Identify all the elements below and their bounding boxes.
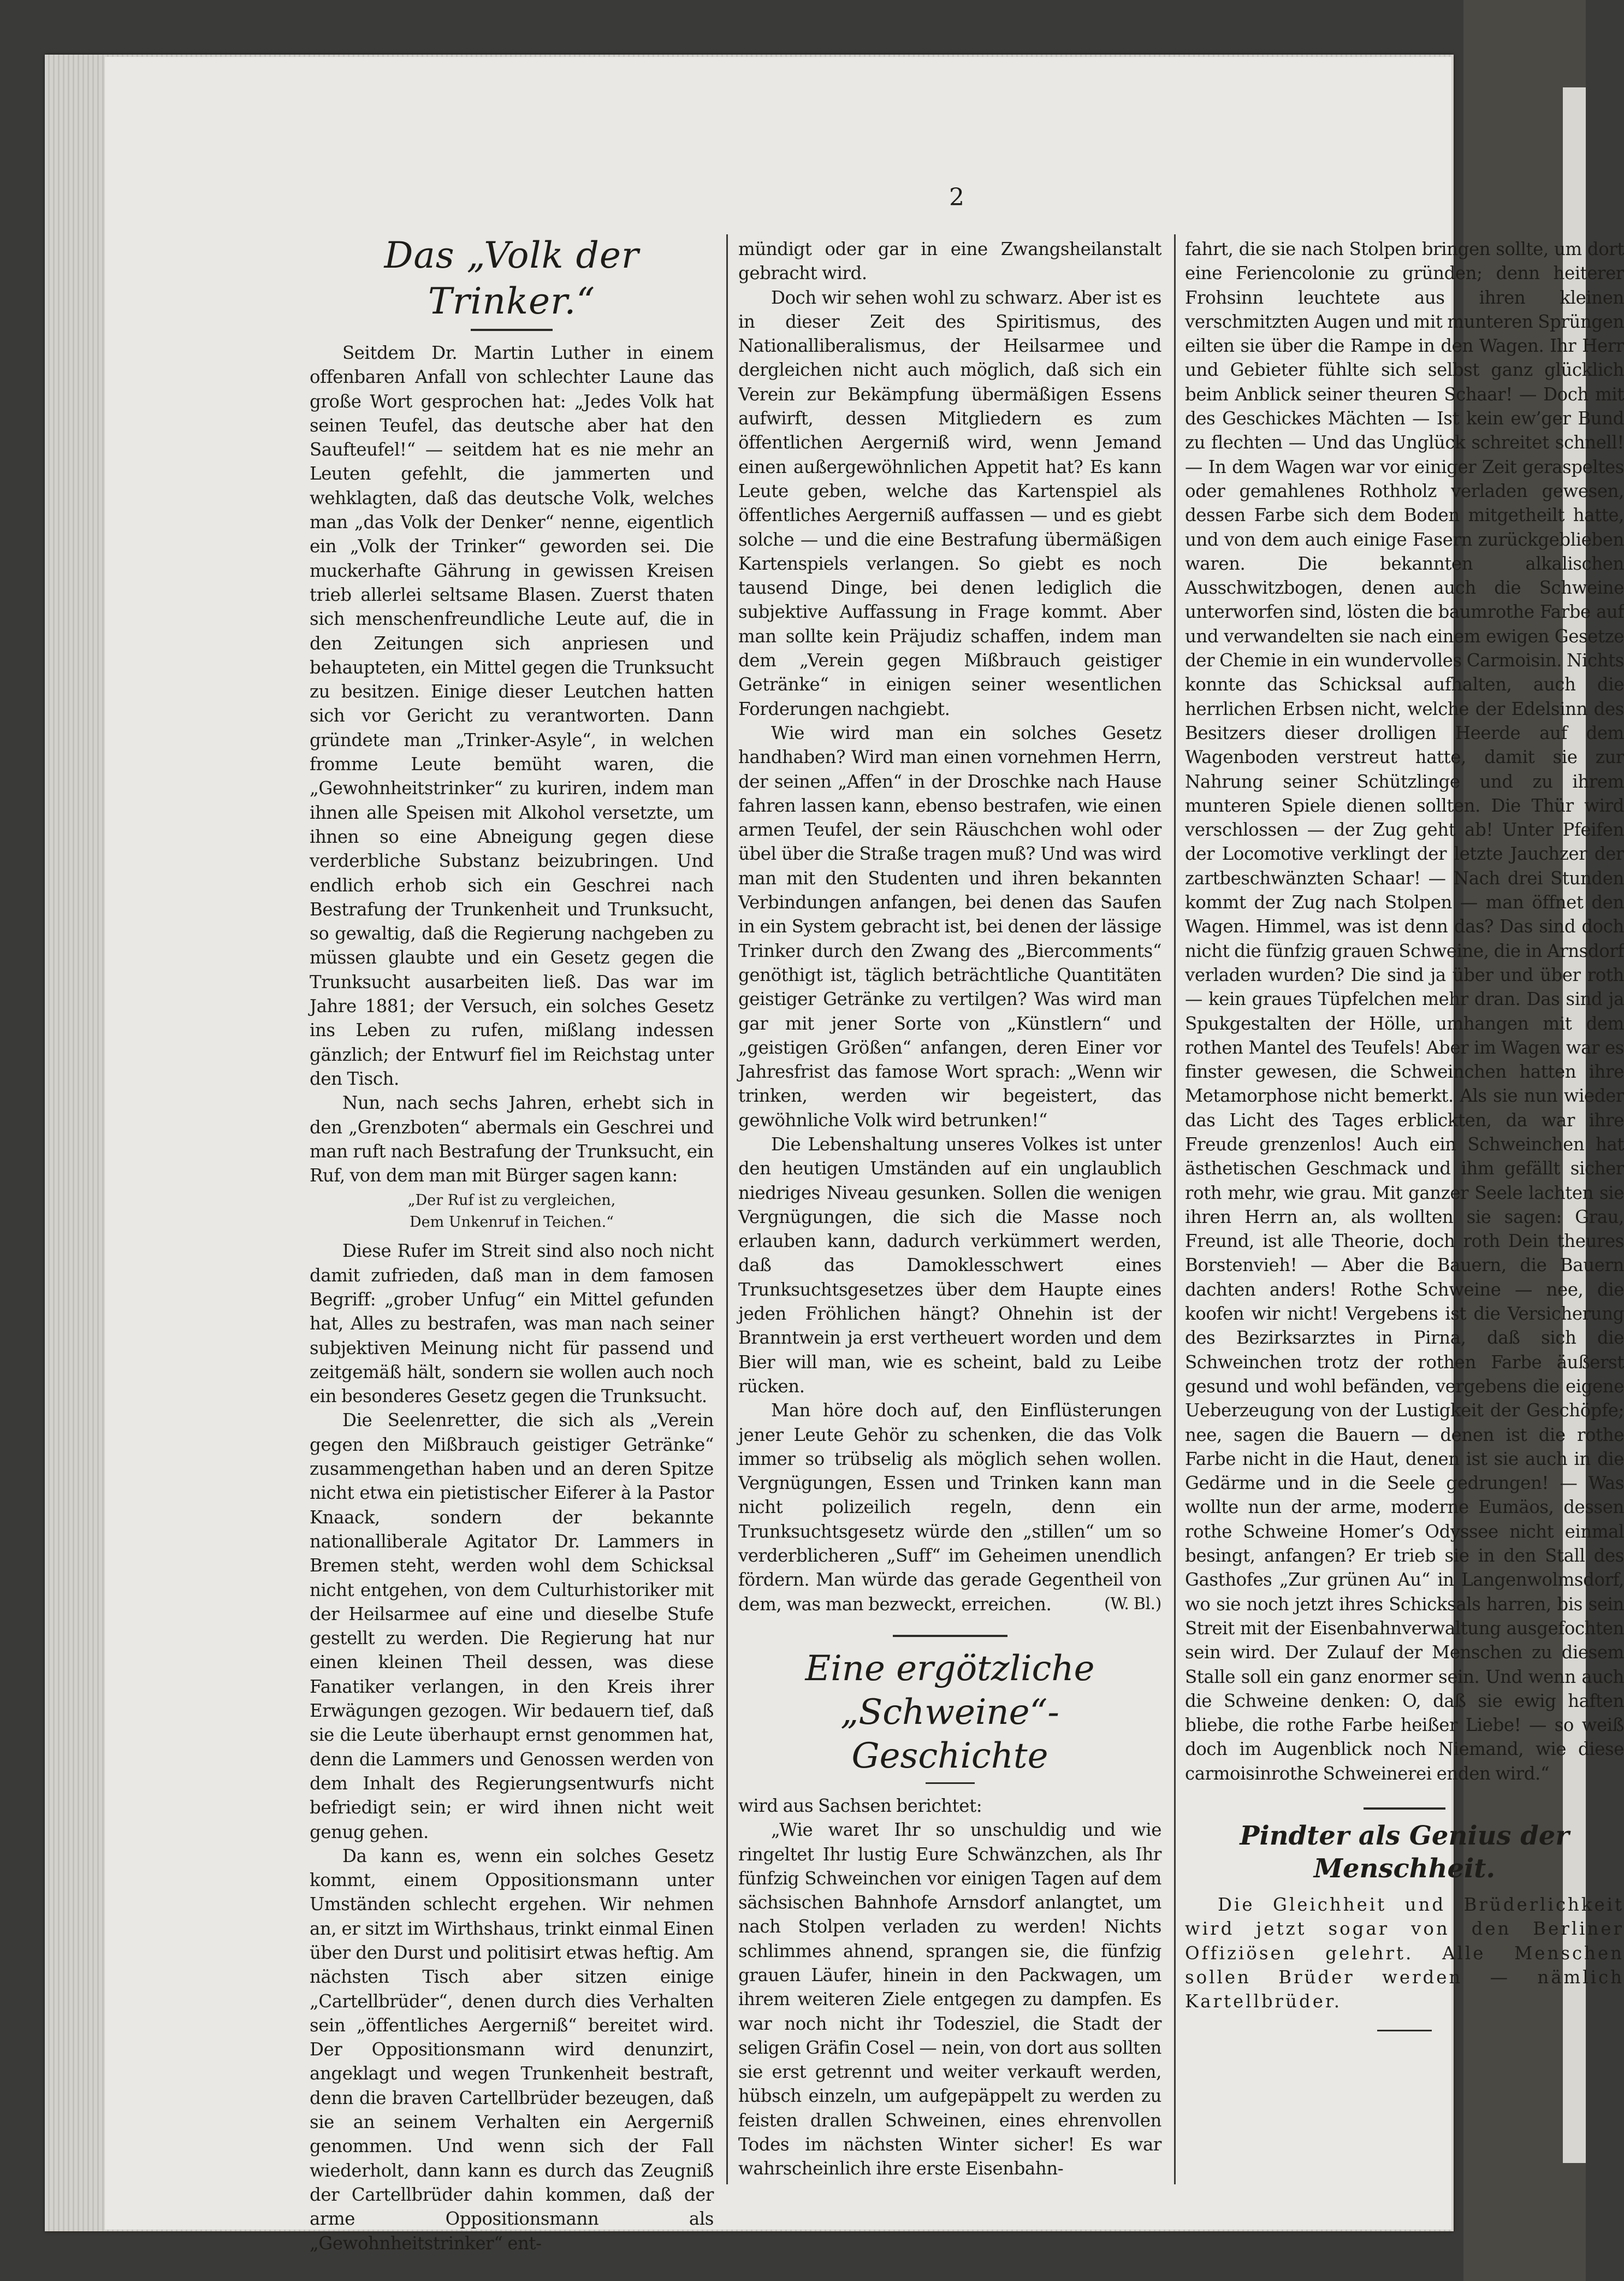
verse-line: Dem Unkenruf in Teichen.“ <box>410 1214 614 1231</box>
title-rule <box>926 1782 975 1784</box>
paragraph: Seitdem Dr. Martin Luther in einem offenbaren Anfall von schlechter Laune das große Wort gesprochen hat: „Jedes Volk hat seinen Teufel, das deutsche aber hat den Saufteufel!“ — seitdem hat es nie mehr an Leuten gefehlt, die jammerten und wehklagten, daß das deutsche Volk, welches man „das Volk der Denker“ nenne, eigentlich ein „Volk der Trinker“ geworden sei. Die muckerhafte Gährung in gewissen Kreisen trieb allerlei seltsame Blasen. Zuerst thaten sich menschenfreundliche Leute auf, die in den Zeitungen sich anpriesen und behaupteten, ein Mittel gegen die Trunksucht zu besitzen. Einige dieser Leutchen hatten sich vor Gericht zu verantworten. Dann gründete man „Trinker-Asyle“, in welchen fromme Leute bemüht waren, die „Gewohnheitstrinker“ zu kuriren, indem man ihnen alle Speisen mit Alkohol versetzte, um ihnen so eine Abneigung gegen diese verderbliche Substanz beizubringen. Und endlich erhob sich ein Geschrei nach Bestrafung der Trunkenheit und Trunksucht, so gewaltig, daß die Regierung nachgeben zu müssen glaubte und ein Gesetz gegen die Trunksucht ausarbeiten ließ. Das war im Jahre 1881; der Versuch, ein solches Gesetz ins Leben zu rufen, mißlang indessen gänzlich; der Entwurf fiel im Reichstag unter den Tisch. <box>310 342 714 1089</box>
verse-quote <box>310 1190 714 1233</box>
article-title: Pindter als Genius der Menschheit. <box>1240 1821 1569 1884</box>
paragraph: Die Gleichheit und Brüderlichkeit wird jetzt sogar von den Berliner Offiziösen gelehrt. Alle Menschen sollen Brüder werden — nämlich Kartellbrüder. <box>1185 1894 1624 2012</box>
paragraph: mündigt oder gar in eine Zwangsheilanstalt gebracht wird. <box>738 239 1161 284</box>
author-signature: (W. Bl.) <box>1104 1594 1161 1614</box>
paragraph: wird aus Sachsen berichtet: <box>738 1795 982 1816</box>
paragraph: Die Lebenshaltung unseres Volkes ist unter den heutigen Umständen auf ein unglaublich niedriges Niveau gesunken. Sollen die wenigen Vergnügungen, die sich die Masse noch erlauben kann, dadurch verkümmert werden, daß das Damoklesschwert eines Trunksuchtsgesetzes über dem Haupte eines jeden Fröhlichen hängt? Ohnehin ist der Branntwein ja erst vertheuert worden und dem Bier will man, wie es scheint, bald zu Leibe rücken. <box>738 1133 1161 1397</box>
paragraph: „Wie waret Ihr so unschuldig und wie ringeltet Ihr lustig Eure Schwänzchen, als Ihr fünfzig Schweinchen vor einigen Tagen auf dem sächsischen Bahnhofe Arnsdorf anlangtet, um nach Stolpen verladen zu werden! Nichts schlimmes ahnend, sprangen sie, die fünfzig grauen Läufer, hinein in den Packwagen, um ihrem weiteren Ziele entgegen zu dampfen. Es war noch nicht ihr Todesziel, die Stadt der seligen Gräfin Cosel — nein, von dort aus sollten sie erst getrennt und weiter verkauft werden, hübsch einzeln, um aufgepäppelt zu werden zu feisten drallen Schweinen, eines ehrenvollen Todes im nächsten Winter sicher! Es war wahrscheinlich ihre erste Eisenbahn- <box>738 1819 1161 2179</box>
section-rule <box>1364 1807 1445 1810</box>
column-2 <box>738 237 1161 2225</box>
paragraph: Wie wird man ein solches Gesetz handhaben? Wird man einen vornehmen Herrn, der seinen „Affen“ in der Droschke nach Hause fahren lassen kann, ebenso bestrafen, wie einen armen Teufel, der sein Räuschchen wohl oder übel über die Straße tragen muß? Und was wird man mit den Studenten und ihren bekannten Verbindungen anfangen, bei denen das Saufen in ein System gebracht ist, bei denen der lässige Trinker durch den Zwang des „Biercomments“ genöthigt ist, täglich beträchtliche Quantitäten geistiger Getränke zu vertilgen? Was wird man gar mit jener Sorte von „Künstlern“ und „geistigen Größen“ anfangen, deren Einer vor Jahresfrist das famose Wort sprach: „Wenn wir trinken, werden wir begeistert, das gewöhnliche Volk wird betrunken!“ <box>738 722 1161 1131</box>
column-1 <box>310 233 714 2254</box>
paragraph: Die Seelenretter, die sich als „Verein gegen den Mißbrauch geistiger Getränke“ zusammengethan haben und an deren Spitze nicht etwa ein pietistischer Eiferer à la Pastor Knaack, sondern der bekannte nationalliberale Agitator Dr. Lammers in Bremen steht, werden wohl dem Schicksal nicht entgehen, von dem Culturhistoriker mit der Heilsarmee auf eine und dieselbe Stufe gestellt zu werden. Die Regierung hat nur einen kleinen Theil dessen, was diese Fanatiker verlangen, in den Kreis ihrer Erwägungen gezogen. Wir bedauern tief, daß sie die Leute überhaupt ernst genommen hat, denn die Lammers und Genossen werden von dem Inhalt des Regierungsentwurfs nicht befriedigt sein; er wird ihnen nicht weit genug gehen. <box>310 1410 714 1842</box>
article-title: Das „Volk der Trinker.“ <box>384 234 639 322</box>
column-rule <box>1174 234 1176 2184</box>
section-rule <box>893 1635 1007 1637</box>
paragraph: Diese Rufer im Streit sind also noch nicht damit zufrieden, daß man in dem famosen Begriff: „grober Unfug“ ein Mittel gefunden hat, Alles zu bestrafen, was man nach seiner subjektiven Meinung nicht für passend und zeitgemäß hält, sondern sie wollen auch noch ein besonderes Gesetz gegen die Trunksucht. <box>310 1240 714 1407</box>
column-rule <box>726 234 728 2184</box>
page-number: 2 <box>949 184 964 211</box>
end-rule <box>1377 2030 1432 2031</box>
verse-line: „Der Ruf ist zu vergleichen, <box>407 1192 616 1209</box>
newspaper-page <box>105 57 1624 2254</box>
paragraph-text: Man höre doch auf, den Einflüsterungen jener Leute Gehör zu schenken, die das Volk immer so trübselig als möglich sehen wollen. Vergnügungen, Essen und Trinken kann man nicht polizeilich regeln, denn ein Trunksuchtsgesetz würde den „stillen“ um so verderblicheren „Suff“ im Geheimen unendlich fördern. Man würde das gerade Gegentheil von dem, was man bezweckt, erreichen. <box>738 1400 1161 1615</box>
title-rule <box>471 329 553 331</box>
paragraph: Da kann es, wenn ein solches Gesetz kommt, einem Oppositionsmann unter Umständen schlecht ergehen. Wir nehmen an, er sitzt im Wirthshaus, trinkt einmal Einen über den Durst und politisirt etwas heftig. Am nächsten Tisch aber sitzen einige „Cartellbrüder“, denen durch dies Verhalten sein „öffentliches Aergerniß“ bereitet wird. Der Oppositionsmann wird denunzirt, angeklagt und wegen Trunkenheit bestraft, denn die braven Cartellbrüder bezeugen, daß sie an seinem Verhalten ein Aergerniß genommen. Und wenn sich der Fall wiederholt, dann kann es durch das Zeugniß der Cartellbrüder dahin kommen, daß der arme Oppositionsmann als „Gewohnheitstrinker“ ent- <box>310 1845 714 2254</box>
title-line: Eine ergötzliche „Schweine“- <box>805 1648 1095 1733</box>
article-title <box>738 1647 1161 1778</box>
paragraph: Nun, nach sechs Jahren, erhebt sich in den „Grenzboten“ abermals ein Geschrei und man ruft nach Bestrafung der Trunksucht, ein Ruf, von dem man mit Bürger sagen kann: <box>310 1092 714 1186</box>
paragraph: Doch wir sehen wohl zu schwarz. Aber ist es in dieser Zeit des Spiritismus, des Nationalliberalismus, der Heilsarmee und dergleichen nicht auch möglich, daß sich ein Verein zur Bekämpfung übermäßigen Essens aufwirft, dessen Mitgliedern es zum öffentlichen Aergerniß wird, wenn Jemand einen außergewöhnlichen Appetit hat? Es kann Leute geben, welche das Kartenspiel als öffentliches Aergerniß auffassen — und es giebt solche — und die eine Bestrafung übermäßigen Kartenspiels verlangen. So giebt es noch tausend Dinge, bei denen lediglich die subjektive Auffassung in Frage kommt. Aber man sollte kein Präjudiz schaffen, indem man dem „Verein gegen Mißbrauch geistiger Getränke“ in einigen seiner wesentlichen Forderungen nachgiebt. <box>738 287 1161 719</box>
column-3 <box>1185 237 1624 2225</box>
paragraph: fahrt, die sie nach Stolpen bringen sollte, um dort eine Feriencolonie zu gründen; denn heiterer Frohsinn leuchtete aus ihren kleinen verschmitzten Augen und mit munteren Sprüngen eilten sie über die Rampe in den Wagen. Ihr Herr und Gebieter fühlte sich selbst ganz glücklich beim Anblick seiner theuren Schaar! — Doch mit des Geschickes Mächten — Ist kein ew’ger Bund zu flechten — Und das Unglück schreitet schnell! — In dem Wagen war vor einiger Zeit geraspeltes oder gemahlenes Rothholz verladen gewesen, dessen Farbe sich dem Boden mitgetheilt hatte, und von dem auch einige Fasern zurückgeblieben waren. Die bekannten alkalischen Ausschwitzbogen, denen auch die Schweine unterworfen sind, lösten die baumrothe Farbe auf und verwandelten sie nach einem ewigen Gesetze der Chemie in ein wundervolles Carmoisin. Nichts konnte das Schicksal aufhalten, auch die herrlichen Erbsen nicht, welche der Edelsinn des Besitzers dieser drolligen Heerde auf dem Wagenboden verstreut hatte, damit sie zur Nahrung seiner Schützlinge und zu ihrem munteren Spiele dienen sollten. Die Thür wird verschlossen — der Zug geht ab! Unter Pfeifen der Locomotive verklingt der letzte Jauchzer der zartbeschwänzten Schaar! — Nach drei Stunden kommt der Zug nach Stolpen — man öffnet den Wagen. Himmel, was ist denn das? Das sind doch nicht die fünfzig grauen Schweine, die in Arnsdorf verladen wurden? Die sind ja über und über roth — kein graues Tüpfelchen mehr dran. Das sind ja Spukgestalten der Hölle, umhangen mit dem rothen Mantel des Teufels! Aber im Wagen war es finster gewesen, die Schweinchen hatten ihre Metamorphose nicht bemerkt. Als sie nun wieder das Licht des Tages erblickten, da war ihre Freude grenzenlos! Auch ein Schweinchen hat ästhetischen Geschmack und ihm gefällt sicher roth mehr, wie grau. Mit ganzer Seele lachten sie ihren Herrn an, als wollten sie sagen: Grau, Freund, ist alle Theorie, doch roth Dein theures Borstenvieh! — Aber die Bauern, die Bauern dachten anders! Rothe Schweine — nee, die koofen wir nicht! Vergebens ist die Versicherung des Bezirksarztes in Pirna, daß sich die Schweinchen trotz der rothen Farbe äußerst gesund und wohl befänden, vergebens die eigene Ueberzeugung von der Lustigkeit der Geschöpfe; nee, sagen die Bauern — denen ist die rothe Farbe nicht in die Haut, denen ist sie auch in die Gedärme und in die Seele gedrungen! — Was wollte nun der arme, moderne Eumäos, dessen rothe Schweine Homer’s Odyssee nicht einmal besingt, anfangen? Er trieb sie in den Stall des Gasthofes „Zur grünen Au“ in Langenwolmsdorf, wo sie noch jetzt ihres Schicksals harren, bis sein Streit mit der Eisenbahnverwaltung ausgefochten sein wird. Der Zulauf der Menschen zu diesem Stalle soll ein ganz enormer sein. Und wenn auch die Schweine denken: O, daß sie ewig haften bliebe, die rothe Farbe heißer Liebe! — so weiß doch im Augenblick noch Niemand, wie diese carmoisinrothe Schweinerei enden wird.“ <box>1185 239 1624 1784</box>
title-line: Geschichte <box>851 1735 1048 1776</box>
paragraph <box>738 1398 1161 1616</box>
